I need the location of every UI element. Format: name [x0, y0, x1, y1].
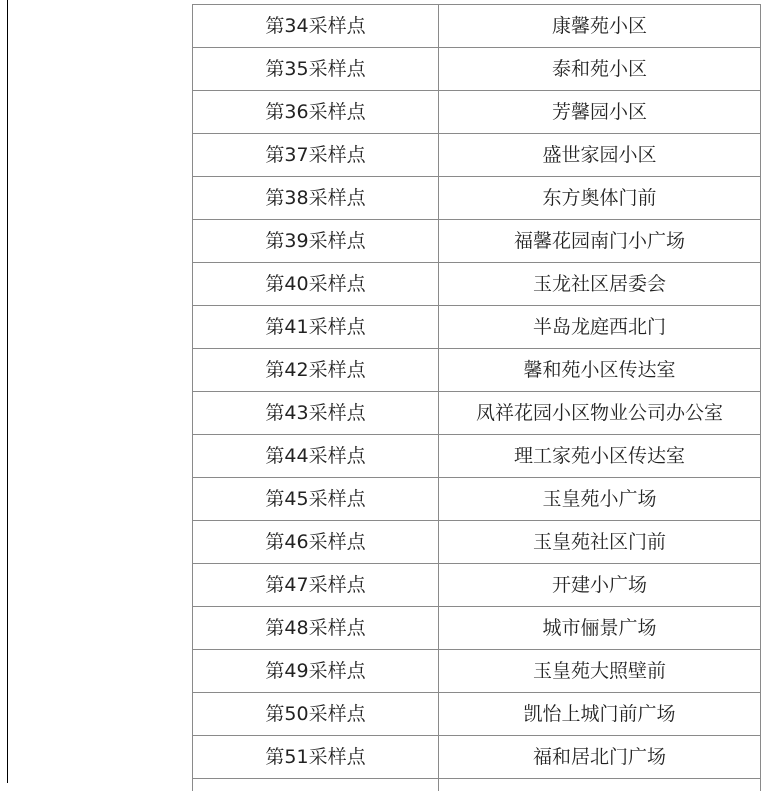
- sampling-point-id-cell: 第50采样点: [193, 693, 439, 736]
- table-row: [193, 220, 761, 263]
- sampling-location-cell: 玉皇苑社区门前: [439, 521, 761, 564]
- page-margin-rule: [7, 0, 8, 783]
- table-row: [193, 435, 761, 478]
- table-row: [193, 5, 761, 48]
- sampling-location-cell: 泰和苑小区: [439, 48, 761, 91]
- sampling-point-id-cell: 第51采样点: [193, 736, 439, 779]
- sampling-location-cell: 凯怡上城门前广场: [439, 693, 761, 736]
- sampling-point-id-cell: 第41采样点: [193, 306, 439, 349]
- sampling-location-cell: 玉龙社区居委会: [439, 263, 761, 306]
- sampling-location-cell: 玉皇苑大照壁前: [439, 650, 761, 693]
- table-row: [193, 478, 761, 521]
- table-row: [193, 564, 761, 607]
- sampling-location-cell: 凤祥花园小区物业公司办公室: [439, 392, 761, 435]
- sampling-location-cell: 城市俪景广场: [439, 607, 761, 650]
- sampling-point-id-cell: 第43采样点: [193, 392, 439, 435]
- table-body: [193, 5, 761, 791]
- table-row: [193, 693, 761, 736]
- table-row: [193, 91, 761, 134]
- sampling-point-id-cell: 第34采样点: [193, 5, 439, 48]
- sampling-location-cell: 盛世家园小区: [439, 134, 761, 177]
- table-row: [193, 134, 761, 177]
- sampling-point-id-cell: 第46采样点: [193, 521, 439, 564]
- table-row: [193, 349, 761, 392]
- table-cell-partial: [193, 779, 439, 791]
- sampling-location-cell: 福馨花园南门小广场: [439, 220, 761, 263]
- sampling-point-id-cell: 第48采样点: [193, 607, 439, 650]
- sampling-location-cell: 理工家苑小区传达室: [439, 435, 761, 478]
- sampling-point-id-cell: 第36采样点: [193, 91, 439, 134]
- sampling-point-id-cell: 第40采样点: [193, 263, 439, 306]
- table-row: [193, 521, 761, 564]
- sampling-point-id-cell: 第35采样点: [193, 48, 439, 91]
- sampling-point-id-cell: 第37采样点: [193, 134, 439, 177]
- sampling-location-cell: 半岛龙庭西北门: [439, 306, 761, 349]
- table-row-partial: [193, 779, 761, 791]
- sampling-location-cell: 福和居北门广场: [439, 736, 761, 779]
- sampling-location-cell: 芳馨园小区: [439, 91, 761, 134]
- sampling-point-id-cell: 第44采样点: [193, 435, 439, 478]
- table-row: [193, 736, 761, 779]
- sampling-points-table-container: [192, 4, 760, 791]
- table-row: [193, 263, 761, 306]
- sampling-point-id-cell: 第38采样点: [193, 177, 439, 220]
- table-cell-partial: [439, 779, 761, 791]
- sampling-location-cell: 东方奥体门前: [439, 177, 761, 220]
- table-row: [193, 306, 761, 349]
- sampling-location-cell: 玉皇苑小广场: [439, 478, 761, 521]
- sampling-point-id-cell: 第39采样点: [193, 220, 439, 263]
- table-row: [193, 650, 761, 693]
- sampling-points-table: [192, 4, 761, 791]
- table-row: [193, 392, 761, 435]
- sampling-point-id-cell: 第42采样点: [193, 349, 439, 392]
- sampling-point-id-cell: 第49采样点: [193, 650, 439, 693]
- sampling-point-id-cell: 第47采样点: [193, 564, 439, 607]
- sampling-location-cell: 康馨苑小区: [439, 5, 761, 48]
- sampling-location-cell: 开建小广场: [439, 564, 761, 607]
- sampling-point-id-cell: 第45采样点: [193, 478, 439, 521]
- sampling-location-cell: 馨和苑小区传达室: [439, 349, 761, 392]
- table-row: [193, 607, 761, 650]
- table-row: [193, 177, 761, 220]
- table-row: [193, 48, 761, 91]
